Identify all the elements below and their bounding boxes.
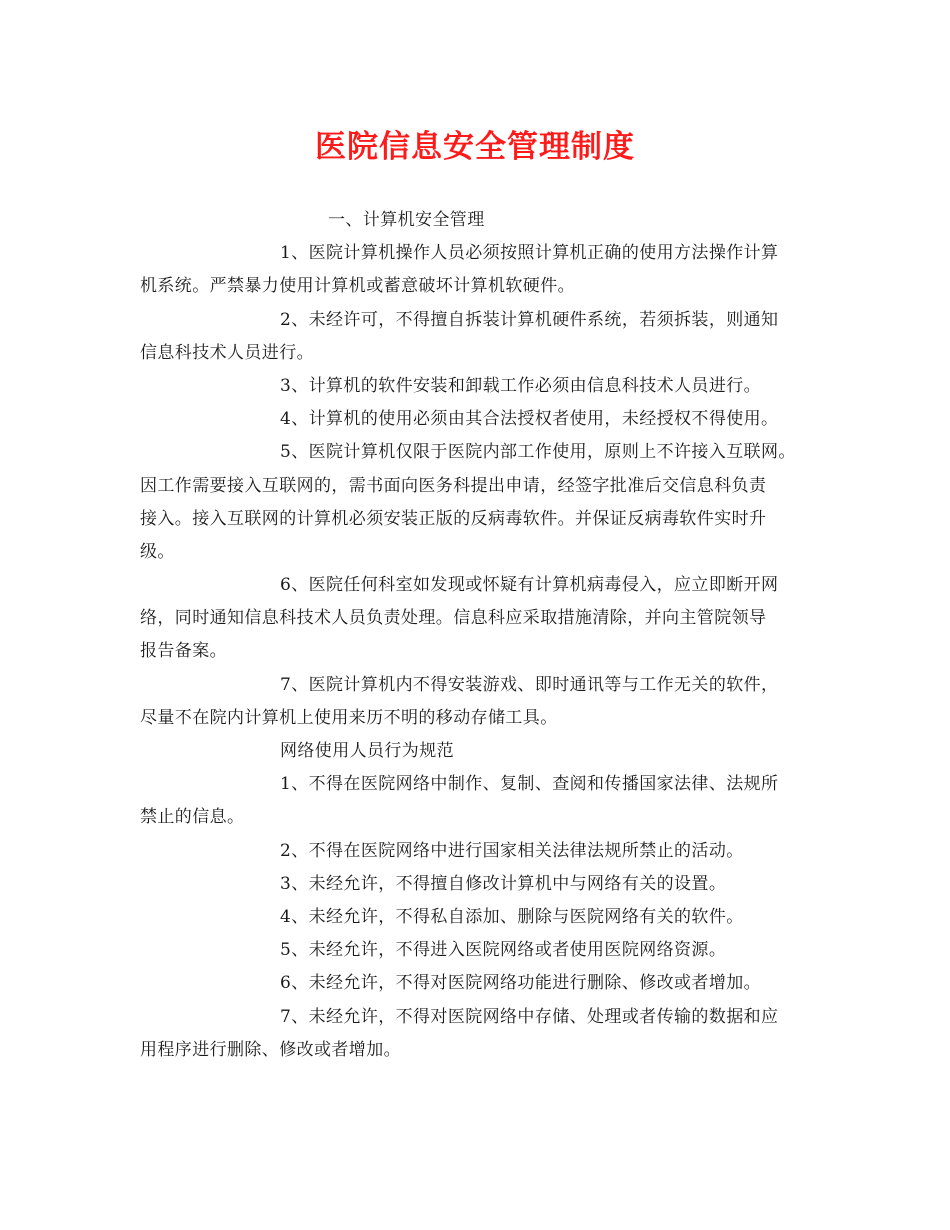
text-line: 5、医院计算机仅限于医院内部工作使用，原则上不许接入互联网。	[280, 442, 796, 463]
text-line: 尽量不在院内计算机上使用来历不明的移动存储工具。	[140, 707, 558, 728]
text-line: 级。	[140, 541, 175, 562]
text-line: 机系统。严禁暴力使用计算机或蓄意破坏计算机软硬件。	[140, 276, 575, 297]
text-line: 络，同时通知信息科技术人员负责处理。信息科应采取措施清除，并向主管院领导	[140, 608, 767, 629]
text-line: 信息科技术人员进行。	[140, 342, 314, 363]
document-body	[140, 204, 820, 1067]
text-line: 5、未经允许，不得进入医院网络或者使用医院网络资源。	[280, 940, 727, 961]
text-line: 一、计算机安全管理	[328, 210, 485, 230]
text-line: 禁止的信息。	[140, 807, 245, 828]
text-line: 3、计算机的软件安装和卸载工作必须由信息科技术人员进行。	[280, 375, 762, 396]
text-line: 6、未经允许，不得对医院网络功能进行删除、修改或者增加。	[280, 973, 762, 994]
text-line: 3、未经允许，不得擅自修改计算机中与网络有关的设置。	[280, 873, 727, 894]
text-line: 4、计算机的使用必须由其合法授权者使用，未经授权不得使用。	[280, 409, 779, 430]
text-line: 接入。接入互联网的计算机必须安装正版的反病毒软件。并保证反病毒软件实时升	[140, 508, 767, 529]
text-line: 用程序进行删除、修改或者增加。	[140, 1039, 401, 1060]
text-line: 因工作需要接入互联网的，需书面向医务科提出申请，经签字批准后交信息科负责	[140, 475, 767, 496]
text-line: 1、医院计算机操作人员必须按照计算机正确的使用方法操作计算	[280, 243, 779, 264]
text-line: 7、未经允许，不得对医院网络中存储、处理或者传输的数据和应	[280, 1006, 779, 1027]
text-line: 7、医院计算机内不得安装游戏、即时通讯等与工作无关的软件，	[280, 674, 779, 695]
document-title: 医院信息安全管理制度	[315, 129, 635, 165]
text-line: 网络使用人员行为规范	[280, 741, 454, 761]
text-line: 1、不得在医院网络中制作、复制、查阅和传播国家法律、法规所	[280, 774, 779, 795]
text-line: 报告备案。	[140, 641, 227, 662]
text-line: 6、医院任何科室如发现或怀疑有计算机病毒侵入，应立即断开网	[280, 575, 779, 596]
text-line: 2、未经许可，不得擅自拆装计算机硬件系统，若须拆装，则通知	[280, 309, 779, 330]
text-line: 2、不得在医院网络中进行国家相关法律法规所禁止的活动。	[280, 840, 744, 861]
text-line: 4、未经允许，不得私自添加、删除与医院网络有关的软件。	[280, 906, 744, 927]
